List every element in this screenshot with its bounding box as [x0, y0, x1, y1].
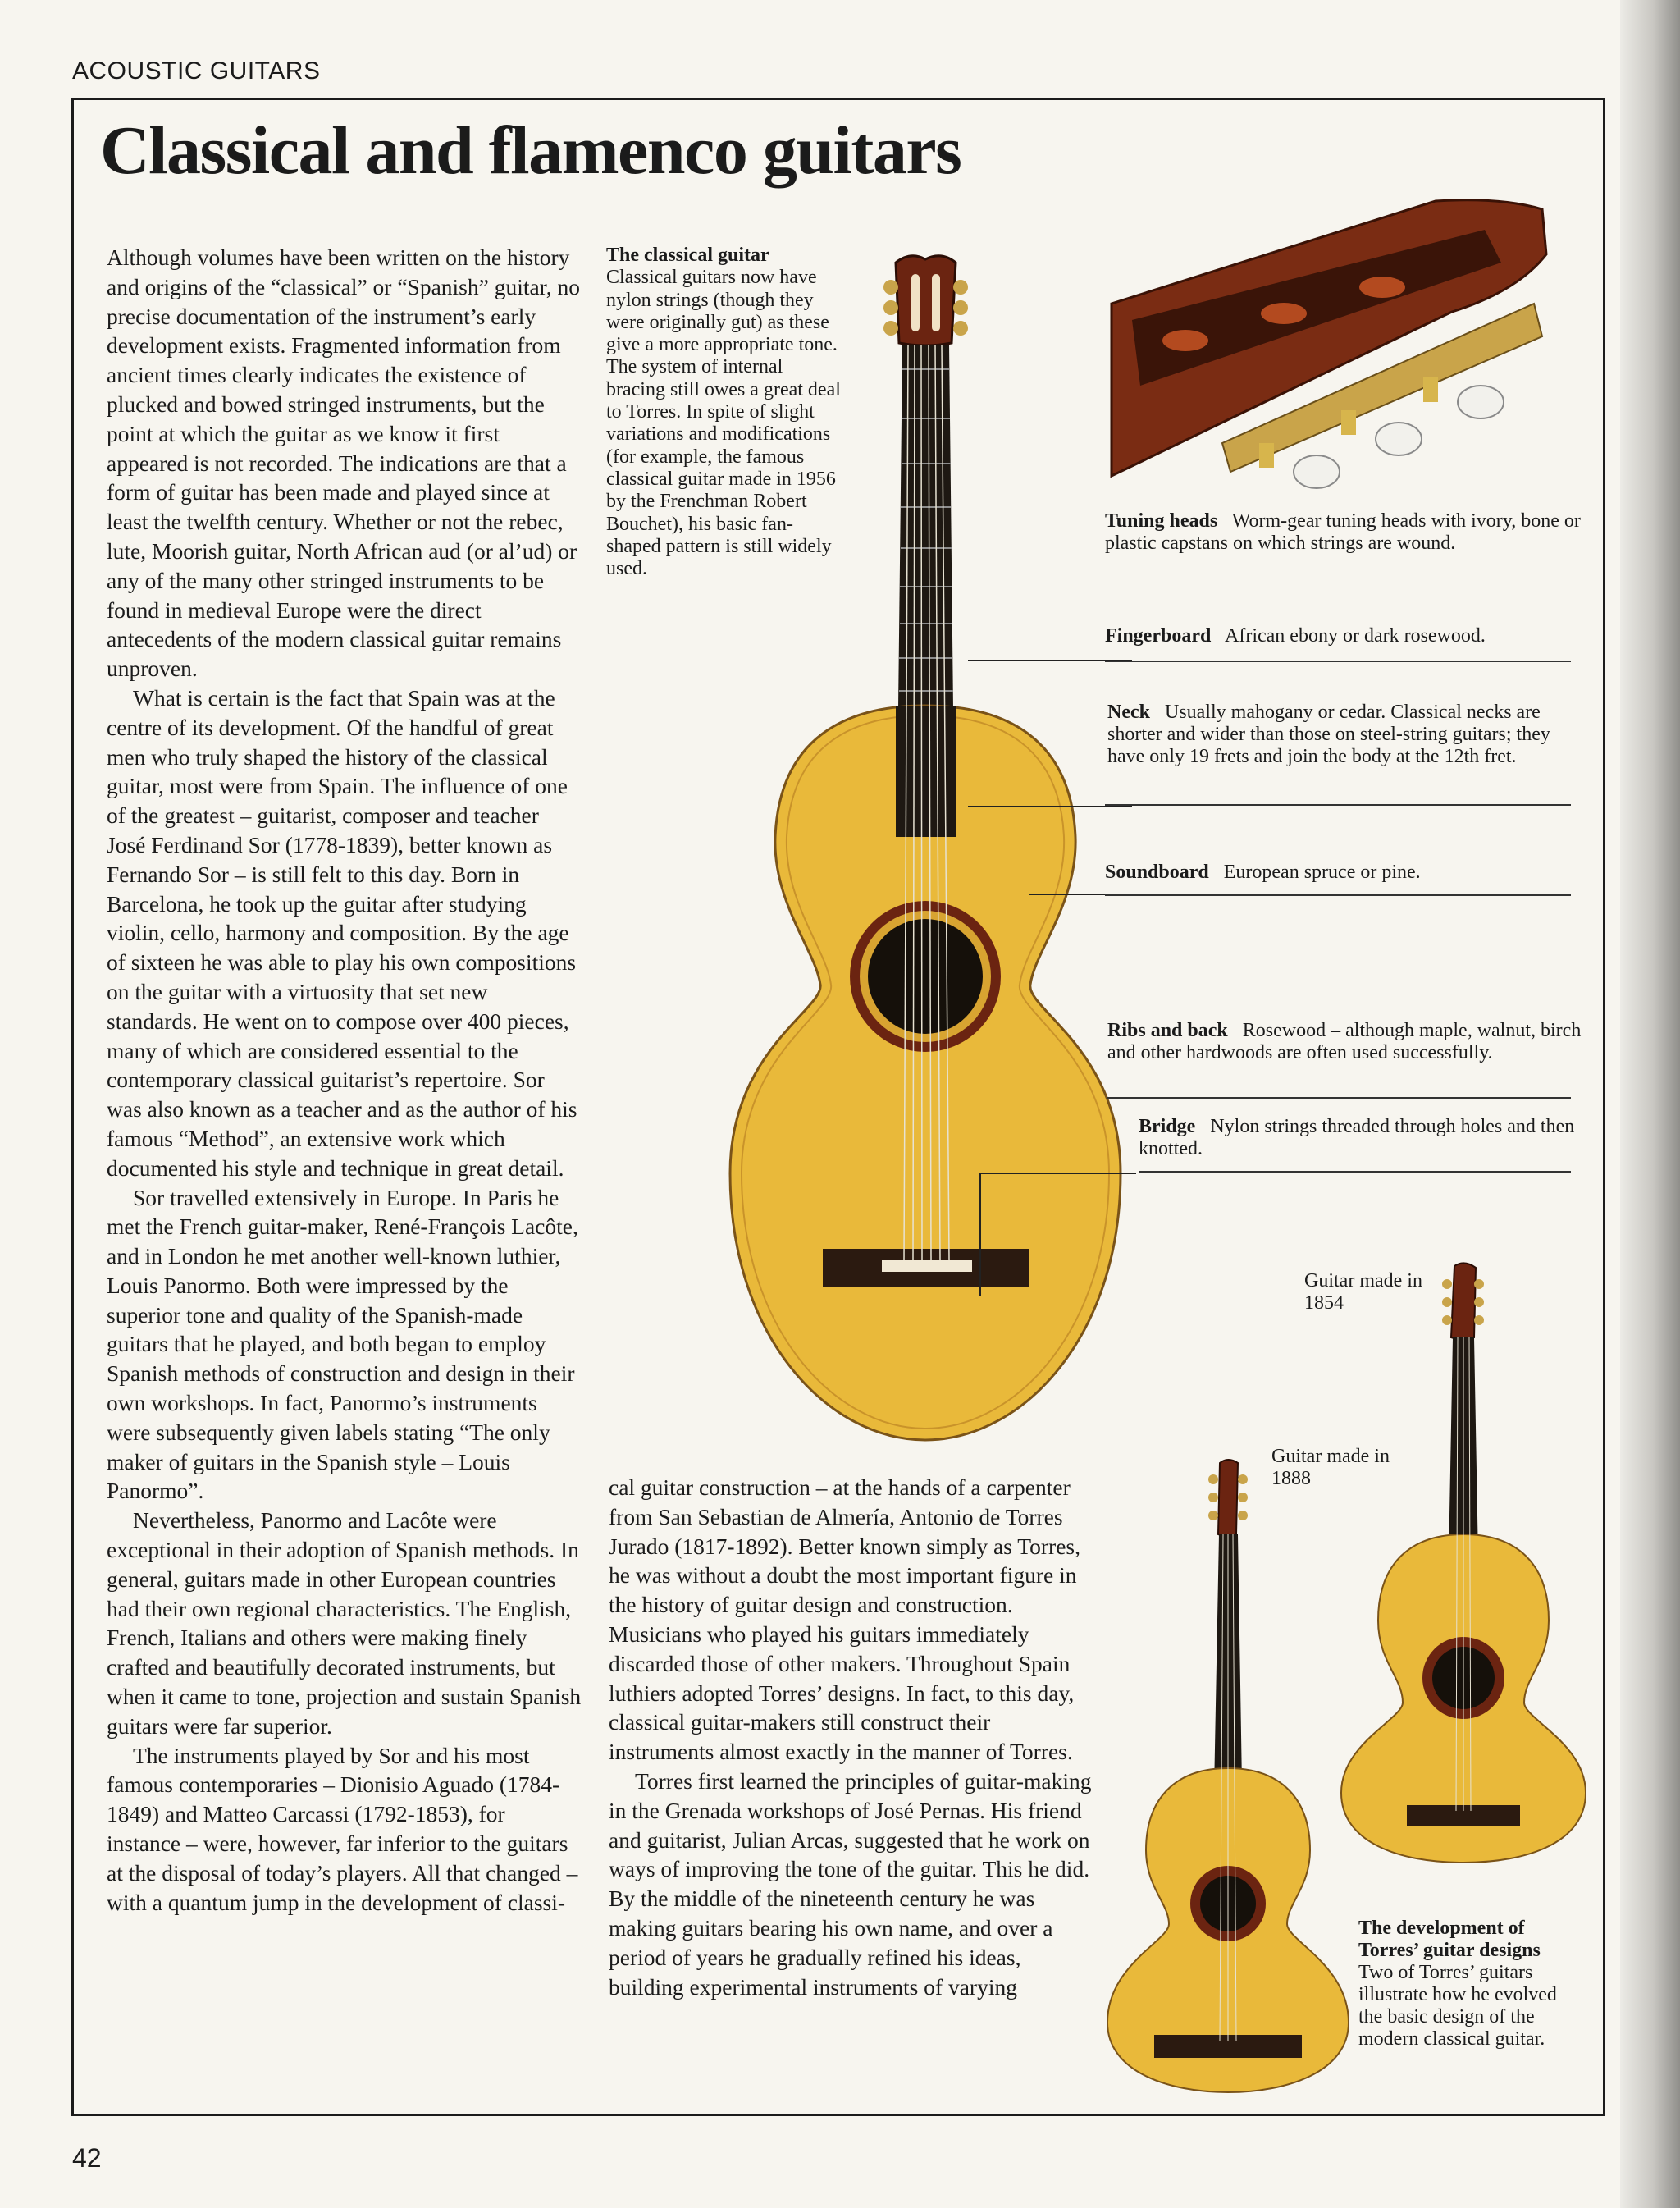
body-column-2	[609, 1473, 1093, 2001]
divider	[1105, 894, 1571, 896]
divider	[1107, 1097, 1571, 1099]
divider	[1105, 804, 1571, 806]
paragraph: The instruments played by Sor and his most famous contemporaries – Dionisio Aguado (1784-1849) and Matteo Carcassi (1792-1853), for instance – were, however, far inferior to the guitars at the disposal of today’s players. All that changed – with a quantum jump in the development of classi-	[107, 1742, 578, 1915]
label-soundboard	[1105, 862, 1581, 884]
caption-text: Two of Torres’ guitars illustrate how he evolved the basic design of the modern classical guitar.	[1358, 1962, 1557, 2050]
label-text: Worm-gear tuning heads with ivory, bone or plastic capstans on which strings are wound.	[1105, 510, 1581, 554]
label-text: European spruce or pine.	[1223, 862, 1421, 883]
label-tuning-heads	[1105, 510, 1581, 555]
paragraph: What is certain is the fact that Spain was at the centre of its development. Of the handful of great men who truly shaped the history of the classical guitar, most were from Spain. The influence of one of the greatest – guitarist, composer and teacher José Ferdinand Sor (1778-1839), better known as Fernando Sor – is still felt to this day. Born in Barcelona, he took up the guitar after studying violin, cello, harmony and composition. By the age of sixteen he was able to play his own compositions on the guitar with a virtuosity that set new standards. He went on to compose over 400 pieces, many of which are considered essential to the contemporary classical guitarist’s repertoire. Sor was also known as a teacher and as the author of his famous “Method”, an extensive work which documented his style and technique in great detail.	[107, 684, 578, 1181]
label-heading: Ribs and back	[1107, 1020, 1228, 1041]
label-text: African ebony or dark rosewood.	[1225, 625, 1486, 647]
label-fingerboard	[1105, 625, 1581, 647]
caption-heading: The development of Torres’ guitar designs	[1358, 1918, 1541, 1961]
label-text: Usually mahogany or cedar. Classical necks are shorter and wider than those on steel-string guitars; they have only 19 frets and join the body at the 12th fret.	[1107, 702, 1550, 767]
running-head: ACOUSTIC GUITARS	[72, 57, 321, 85]
sidebar-heading: The classical guitar	[606, 245, 769, 266]
paragraph: Nevertheless, Panormo and Lacôte were exceptional in their adoption of Spanish methods. In general, guitars made in other European countries had their own regional characteristics. The English, French, Italians and others were making finely crafted and beautifully decorated instruments, but when it came to tone, projection and sustain Spanish guitars were far superior.	[107, 1507, 582, 1739]
body-column-1	[107, 243, 582, 1917]
divider	[1139, 1171, 1571, 1173]
label-guitar-1854: Guitar made in 1854	[1304, 1270, 1422, 1314]
label-neck	[1107, 702, 1583, 768]
label-bridge	[1139, 1116, 1582, 1160]
paragraph: Torres first learned the principles of guitar-making in the Grenada workshops of José Pernas. His friend and guitarist, Julian Arcas, suggested that he work on ways of improving the tone of the guitar. This he did. By the middle of the nineteenth century he was making guitars bearing his own name, and over a period of years he gradually refined his ideas, building experimental instruments of varying	[609, 1767, 1092, 2000]
page-edge-shadow	[1620, 0, 1680, 2208]
label-heading: Fingerboard	[1105, 625, 1212, 647]
tuning-head-illustration	[1107, 197, 1550, 492]
label-heading: Neck	[1107, 702, 1150, 723]
page-number: 42	[72, 2143, 102, 2173]
divider	[1105, 661, 1571, 662]
label-heading: Bridge	[1139, 1116, 1196, 1137]
sidebar-text: Classical guitars now have nylon strings (though they were originally gut) as these give a more appropriate tone. The system of internal bracing still owes a great deal to Torres. In spite of slight variations and modifications (for example, the famous classical guitar made in 1956 by the Frenchman Robert Bouchet), his basic fan-shaped pattern is still widely used.	[606, 267, 841, 580]
label-text: Nylon strings threaded through holes and then knotted.	[1139, 1116, 1575, 1159]
label-heading: Tuning heads	[1105, 510, 1218, 532]
label-guitar-1888: Guitar made in 1888	[1271, 1446, 1390, 1489]
paragraph: Sor travelled extensively in Europe. In Paris he met the French guitar-maker, René-François Lacôte, and in London he met another well-known luthier, Louis Panormo. Both were impressed by the superior tone and quality of the Spanish-made guitars that he played, and both began to employ Spanish methods of construction and design in their own workshops. In fact, Panormo’s instruments were subsequently given labels stating “The only maker of guitars in the Spanish style – Louis Panormo”.	[107, 1184, 578, 1504]
label-heading: Soundboard	[1105, 862, 1209, 883]
torres-guitar-1854	[1333, 1259, 1579, 1867]
torres-caption	[1358, 1918, 1580, 2050]
label-text: Rosewood – although maple, walnut, birch and other hardwoods are often used successfully.	[1107, 1020, 1582, 1063]
paragraph: Although volumes have been written on the history and origins of the “classical” or “Spanish” guitar, no precise documentation of the instrument’s early development exists. Fragmented information from ancient times clearly indicates the existence of plucked and bowed stringed instruments, but the point at which the guitar as we know it first appeared is not recorded. The indications are that a form of guitar has been made and played since at least the twelfth century. Whether or not the rebec, lute, Moorish guitar, North African aud (or al’ud) or any of the many other stringed instruments to be found in medieval Europe were the direct antecedents of the modern classical guitar remains unproven.	[107, 245, 580, 682]
torres-guitar-1888	[1103, 1456, 1349, 2096]
label-ribs-and-back	[1107, 1020, 1583, 1064]
paragraph: cal guitar construction – at the hands of a carpenter from San Sebastian de Almería, Antonio de Torres Jurado (1817-1892). Better known simply as Torres, he was without a doubt the most important figure in the history of guitar design and construction. Musicians who played his guitars immediately discarded those of other makers. Throughout Spain luthiers adopted Torres’ designs. In fact, to this day, classical guitar-makers still construct their instruments almost exactly in the manner of Torres.	[609, 1474, 1080, 1765]
page-title: Classical and flamenco guitars	[100, 112, 961, 189]
classical-guitar-illustration	[705, 246, 1165, 1461]
